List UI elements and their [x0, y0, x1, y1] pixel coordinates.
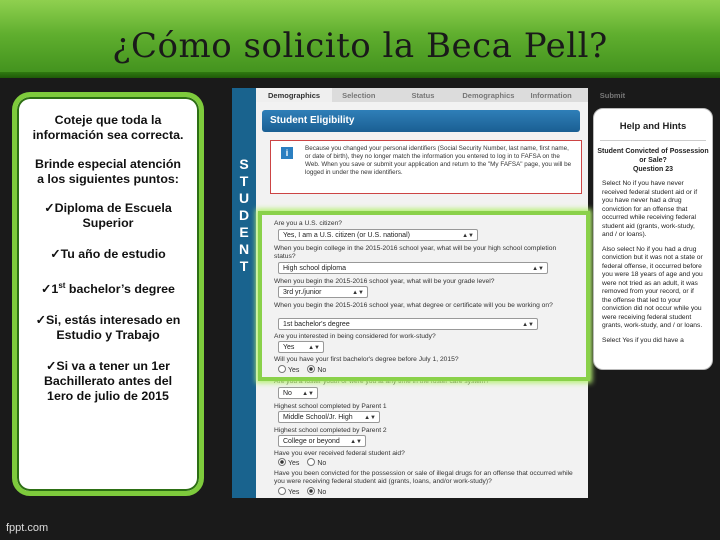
- callout-item-first-degree: ✓Si va a tener un 1er Bachillerato antes del 1ero de julio de 2015: [43, 359, 173, 404]
- student-tab-letter: N: [238, 241, 250, 257]
- question-work-study: Are you interested in being considered for work-study?: [274, 333, 436, 340]
- student-tab-letter: U: [238, 190, 250, 206]
- tab-demographics-active[interactable]: Demographics: [256, 88, 332, 102]
- identifier-change-notice: [270, 140, 582, 194]
- select-arrow-icon: ▲▼: [302, 391, 314, 397]
- select-arrow-icon: ▲▼: [308, 345, 320, 351]
- help-paragraph: Select No if you have never received federal student aid or if you have never had a drug conviction for an offense that occurred while receiving federal student aid (grants, work-study, and / or loans).: [602, 180, 698, 238]
- degree-select[interactable]: [278, 318, 538, 330]
- student-tab-letter: E: [239, 224, 249, 240]
- tab-submit[interactable]: Submit: [599, 91, 626, 100]
- select-arrow-icon: ▲▼: [522, 322, 534, 328]
- help-question-number: Question 23: [632, 166, 674, 173]
- fafsa-form-panel: [256, 88, 626, 498]
- radio-yes[interactable]: [278, 487, 286, 495]
- radio-yes-label: Yes: [288, 489, 300, 496]
- student-eligibility-header: Student Eligibility: [262, 110, 580, 132]
- first-bachelor-radio-group: [278, 365, 326, 374]
- work-study-select[interactable]: [278, 341, 324, 353]
- tab-information[interactable]: Information: [530, 91, 572, 100]
- fed-aid-radio-group: [278, 458, 326, 467]
- citizen-select-value: Yes, I am a U.S. citizen (or U.S. national): [283, 232, 410, 239]
- citizen-select[interactable]: [278, 229, 478, 241]
- question-hs-status: When you begin college in the 2015-2016 school year, what will be your high school completion status?: [274, 245, 557, 260]
- student-tab-letter: D: [238, 207, 250, 223]
- callout-item-bachelor: [31, 278, 185, 297]
- help-body: [594, 180, 712, 345]
- question-first-bachelor: Will you have your first bachelor's degree before July 1, 2015?: [274, 356, 459, 363]
- tab-status[interactable]: Status: [411, 91, 435, 100]
- question-drug-conviction: Have you been convicted for the possession or sale of illegal drugs for an offense that occurred while you were receiving federal student aid (grants, loans, and/or work-study)?: [274, 470, 573, 485]
- question-foster: Are you a foster youth or were you at any time in the foster care system?: [274, 378, 490, 385]
- radio-yes-label: Yes: [288, 460, 300, 467]
- drug-conviction-radio-group: [278, 487, 326, 496]
- hs-status-select[interactable]: [278, 262, 548, 274]
- foster-select-value: No: [283, 390, 292, 397]
- student-tab-letter: T: [239, 258, 249, 274]
- foster-select[interactable]: [278, 387, 318, 399]
- select-arrow-icon: ▲▼: [462, 233, 474, 239]
- radio-no-label: No: [317, 460, 327, 467]
- grade-level-select[interactable]: [278, 286, 368, 298]
- info-icon: i: [281, 147, 293, 159]
- help-divider: [600, 140, 706, 141]
- parent2-select[interactable]: [278, 435, 366, 447]
- callout-item-diploma: ✓Diploma de Escuela Superior: [44, 201, 172, 230]
- radio-no[interactable]: [307, 458, 315, 466]
- identifier-change-text: Because you changed your personal identifiers (Social Security Number, last name, first name, or date of birth), they no longer match the information you entered to log in to FAFSA on the Web. When you save or submit your application and return to the "My FAFSA" page, you will be logged in under the new identifiers.: [305, 145, 572, 176]
- parent1-select-value: Middle School/Jr. High: [283, 414, 353, 421]
- form-nav-tabs: [256, 88, 626, 102]
- question-citizen: Are you a U.S. citizen?: [274, 220, 343, 227]
- radio-yes-label: Yes: [288, 367, 300, 374]
- callout-text-verify: Coteje que toda la información sea correcta.: [32, 113, 184, 142]
- student-section-tab: [232, 88, 256, 498]
- question-parent1: Highest school completed by Parent 1: [274, 403, 387, 410]
- footer-credit: fppt.com: [6, 522, 49, 534]
- parent2-select-value: College or beyond: [283, 438, 340, 445]
- question-parent2: Highest school completed by Parent 2: [274, 427, 387, 434]
- radio-no-label: No: [317, 367, 327, 374]
- help-and-hints-panel: [593, 108, 713, 370]
- select-arrow-icon: ▲▼: [532, 266, 544, 272]
- parent1-select[interactable]: [278, 411, 380, 423]
- radio-no-selected[interactable]: [307, 487, 315, 495]
- tab-selection[interactable]: Selection: [342, 91, 376, 100]
- callout-item-bachelor-sup: st: [58, 281, 66, 290]
- question-degree: When you begin the 2015-2016 school year, what degree or certificate will you be working on?: [274, 302, 553, 309]
- help-title: Help and Hints: [619, 121, 687, 132]
- hs-status-select-value: High school diploma: [283, 265, 347, 272]
- instructions-callout: [12, 92, 204, 496]
- tab-demographics[interactable]: Demographics: [462, 91, 515, 100]
- help-paragraph: Also select No if you had a drug conviction but it was not a state or federal offense, it occurred before you were 18 years of age and you were not tried as an adult, it was removed from your record, or if the offense that led to your conviction did not occur while you were receiving federal student grants, work-study, and / or loans.: [602, 245, 703, 329]
- radio-no-label: No: [317, 489, 327, 496]
- radio-yes[interactable]: [278, 365, 286, 373]
- radio-no-selected[interactable]: [307, 365, 315, 373]
- help-question-title: Student Convicted of Possession or Sale?: [597, 148, 709, 164]
- question-fed-aid: Have you ever received federal student aid?: [274, 450, 405, 457]
- callout-item-work-study: ✓Si, estás interesado en Estudio y Trabajo: [35, 313, 181, 343]
- select-arrow-icon: ▲▼: [364, 415, 376, 421]
- select-arrow-icon: ▲▼: [350, 439, 362, 445]
- callout-item-bachelor-pre: ✓1: [41, 282, 59, 297]
- question-grade-level: When you begin the 2015-2016 school year, what will be your grade level?: [274, 278, 495, 285]
- student-tab-letter: T: [239, 173, 249, 189]
- student-tab-letter: S: [239, 156, 249, 172]
- slide-title: ¿Cómo solicito la Beca Pell?: [112, 26, 608, 66]
- select-arrow-icon: ▲▼: [352, 290, 364, 296]
- callout-item-bachelor-post: bachelor’s degree: [65, 282, 175, 297]
- callout-item-year: ✓Tu año de estudio: [50, 247, 166, 261]
- work-study-select-value: Yes: [283, 344, 295, 351]
- degree-select-value: 1st bachelor's degree: [283, 321, 350, 328]
- callout-text-attention: Brinde especial atención a los siguientes puntos:: [35, 157, 181, 186]
- radio-yes-selected[interactable]: [278, 458, 286, 466]
- help-paragraph: Select Yes if you did have a: [602, 336, 684, 344]
- grade-level-select-value: 3rd yr./junior: [283, 289, 322, 296]
